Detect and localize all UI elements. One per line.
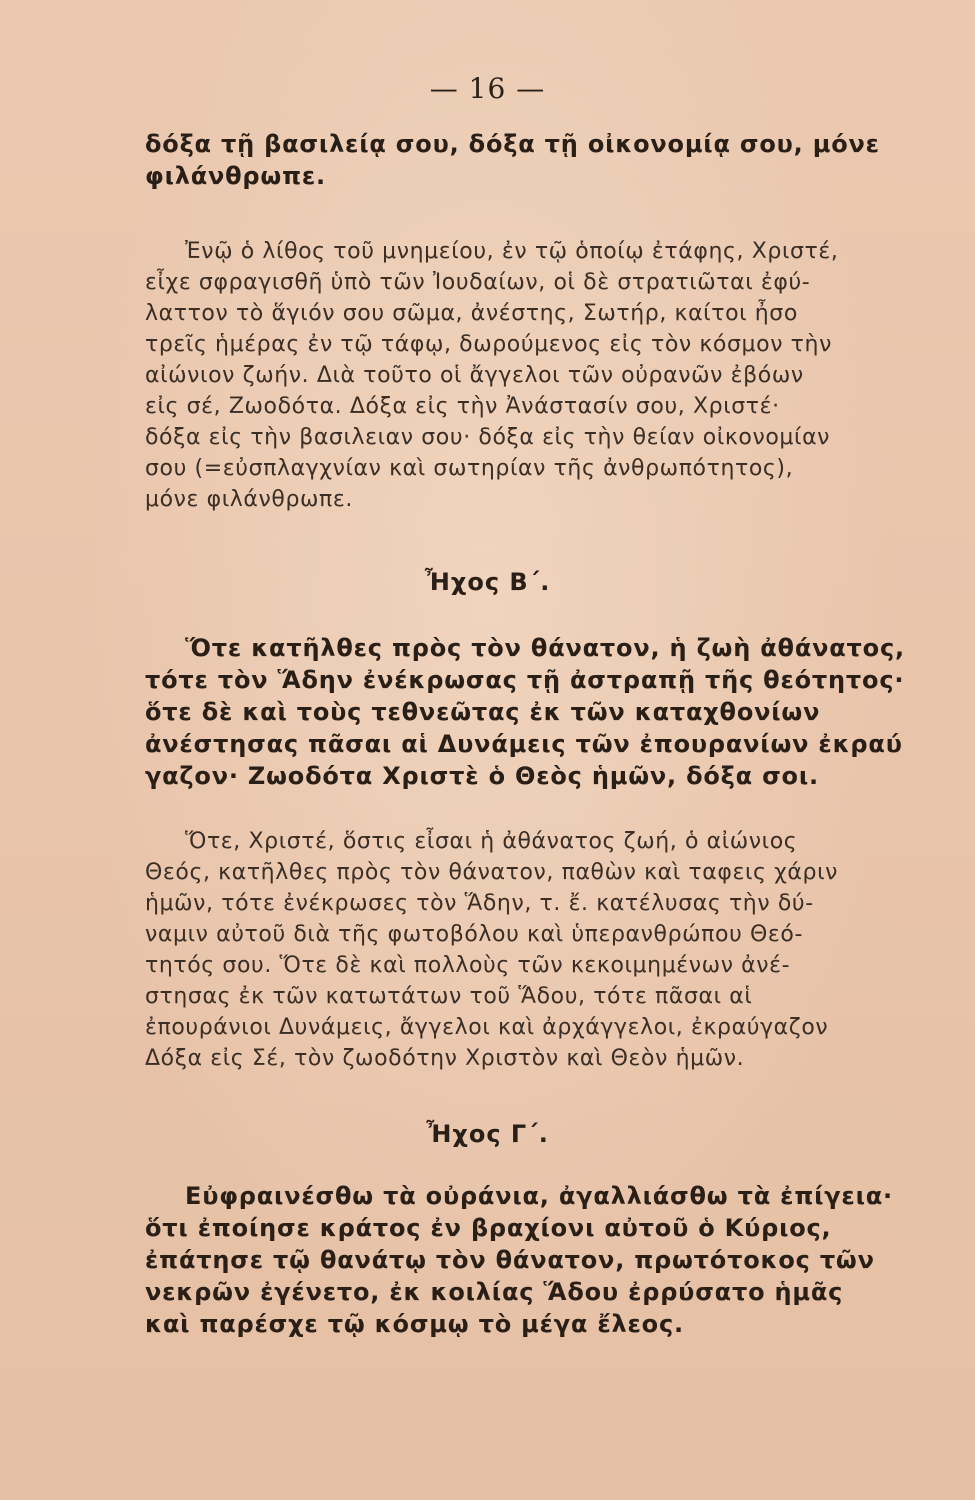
text-line: τρεῖς ἡμέρας ἐν τῷ τάφῳ, δωρούμενος εἰς τὸν κόσμον τὴν bbox=[145, 332, 832, 357]
text-line: Ὅτε κατῆλθες πρὸς τὸν θάνατον, ἡ ζωὴ ἀθάνατος, bbox=[185, 634, 905, 662]
heading-ichos-g: Ἦχος Γ΄. bbox=[426, 1120, 549, 1148]
text-line: φιλάνθρωπε. bbox=[145, 162, 326, 190]
text-line: Εὐφραινέσθω τὰ οὐράνια, ἀγαλλιάσθω τὰ ἐπίγεια· bbox=[185, 1182, 893, 1210]
text-line: ἀνέστησας πᾶσαι αἱ Δυνάμεις τῶν ἐπουρανίων ἐκραύ bbox=[145, 730, 903, 758]
text-line: εἰς σέ, Ζωοδότα. Δόξα εἰς τὴν Ἀνάστασίν σου, Χριστέ· bbox=[145, 394, 780, 419]
text-line: ναμιν αὐτοῦ διὰ τῆς φωτοβόλου καὶ ὑπερανθρώπου Θεό- bbox=[145, 922, 804, 947]
text-line: ἐπουράνιοι Δυνάμεις, ἄγγελοι καὶ ἀρχάγγελοι, ἐκραύγαζον bbox=[145, 1015, 829, 1040]
heading-ichos-v: Ἦχος Β΄. bbox=[424, 568, 551, 596]
paragraph-ote-christe bbox=[145, 826, 935, 1074]
text-line: Ἐνῷ ὁ λίθος τοῦ μνημείου, ἐν τῷ ὁποίῳ ἐτάφης, Χριστέ, bbox=[185, 239, 839, 264]
text-line: αἰώνιον ζωήν. Διὰ τοῦτο οἱ ἄγγελοι τῶν οὐρανῶν ἐβόων bbox=[145, 363, 804, 388]
text-line: ὅτε δὲ καὶ τοὺς τεθνεῶτας ἐκ τῶν καταχθονίων bbox=[145, 698, 821, 726]
text-line: καὶ παρέσχε τῷ κόσμῳ τὸ μέγα ἔλεος. bbox=[145, 1310, 684, 1338]
paragraph-eufrainestho-bold bbox=[145, 1180, 935, 1340]
paragraph-doxa-bold bbox=[145, 128, 935, 192]
page-number: — 16 — bbox=[429, 72, 546, 105]
text-line: τότε τὸν Ἅδην ἐνέκρωσας τῇ ἀστραπῇ τῆς θεότητος· bbox=[145, 666, 905, 694]
text-line: Δόξα εἰς Σέ, τὸν ζωοδότην Χριστὸν καὶ Θεὸν ἡμῶν. bbox=[145, 1046, 745, 1071]
paragraph-ote-katilthes-bold bbox=[145, 632, 935, 792]
text-line: ἡμῶν, τότε ἐνέκρωσες τὸν Ἅδην, τ. ἔ. κατέλυσας τὴν δύ- bbox=[145, 891, 814, 916]
text-line: Ὅτε, Χριστέ, ὅστις εἶσαι ἡ ἀθάνατος ζωή, ὁ αἰώνιος bbox=[185, 829, 798, 854]
text-line: εἶχε σφραγισθῆ ὑπὸ τῶν Ἰουδαίων, οἱ δὲ στρατιῶται ἐφύ- bbox=[145, 270, 811, 295]
text-line: ἐπάτησε τῷ θανάτῳ τὸν θάνατον, πρωτότοκος τῶν bbox=[145, 1246, 875, 1274]
text-line: μόνε φιλάνθρωπε. bbox=[145, 487, 353, 512]
text-line: λαττον τὸ ἅγιόν σου σῶμα, ἀνέστης, Σωτήρ, καίτοι ἦσο bbox=[145, 301, 798, 326]
text-line: ὅτι ἐποίησε κράτος ἐν βραχίονι αὐτοῦ ὁ Κύριος, bbox=[145, 1214, 832, 1242]
text-line: στησας ἐκ τῶν κατωτάτων τοῦ Ἅδου, τότε πᾶσαι αἱ bbox=[145, 984, 753, 1009]
text-line: σου (=εὐσπλαγχνίαν καὶ σωτηρίαν τῆς ἀνθρωπότητος), bbox=[145, 456, 794, 481]
paragraph-enw-lithos bbox=[145, 236, 935, 515]
text-line: νεκρῶν ἐγένετο, ἐκ κοιλίας Ἅδου ἐρρύσατο ἡμᾶς bbox=[145, 1278, 844, 1306]
text-line: δόξα εἰς τὴν βασιλειαν σου· δόξα εἰς τὴν θείαν οἰκονομίαν bbox=[145, 425, 831, 450]
text-line: τητός σου. Ὅτε δὲ καὶ πολλοὺς τῶν κεκοιμημένων ἀνέ- bbox=[145, 953, 791, 978]
text-line: Θεός, κατῆλθες πρὸς τὸν θάνατον, παθὼν καὶ ταφεις χάριν bbox=[145, 860, 839, 885]
text-line: δόξα τῇ βασιλείᾳ σου, δόξα τῇ οἰκονομίᾳ σου, μόνε bbox=[145, 130, 880, 158]
text-line: γαζον· Ζωοδότα Χριστὲ ὁ Θεὸς ἡμῶν, δόξα σοι. bbox=[145, 762, 819, 790]
